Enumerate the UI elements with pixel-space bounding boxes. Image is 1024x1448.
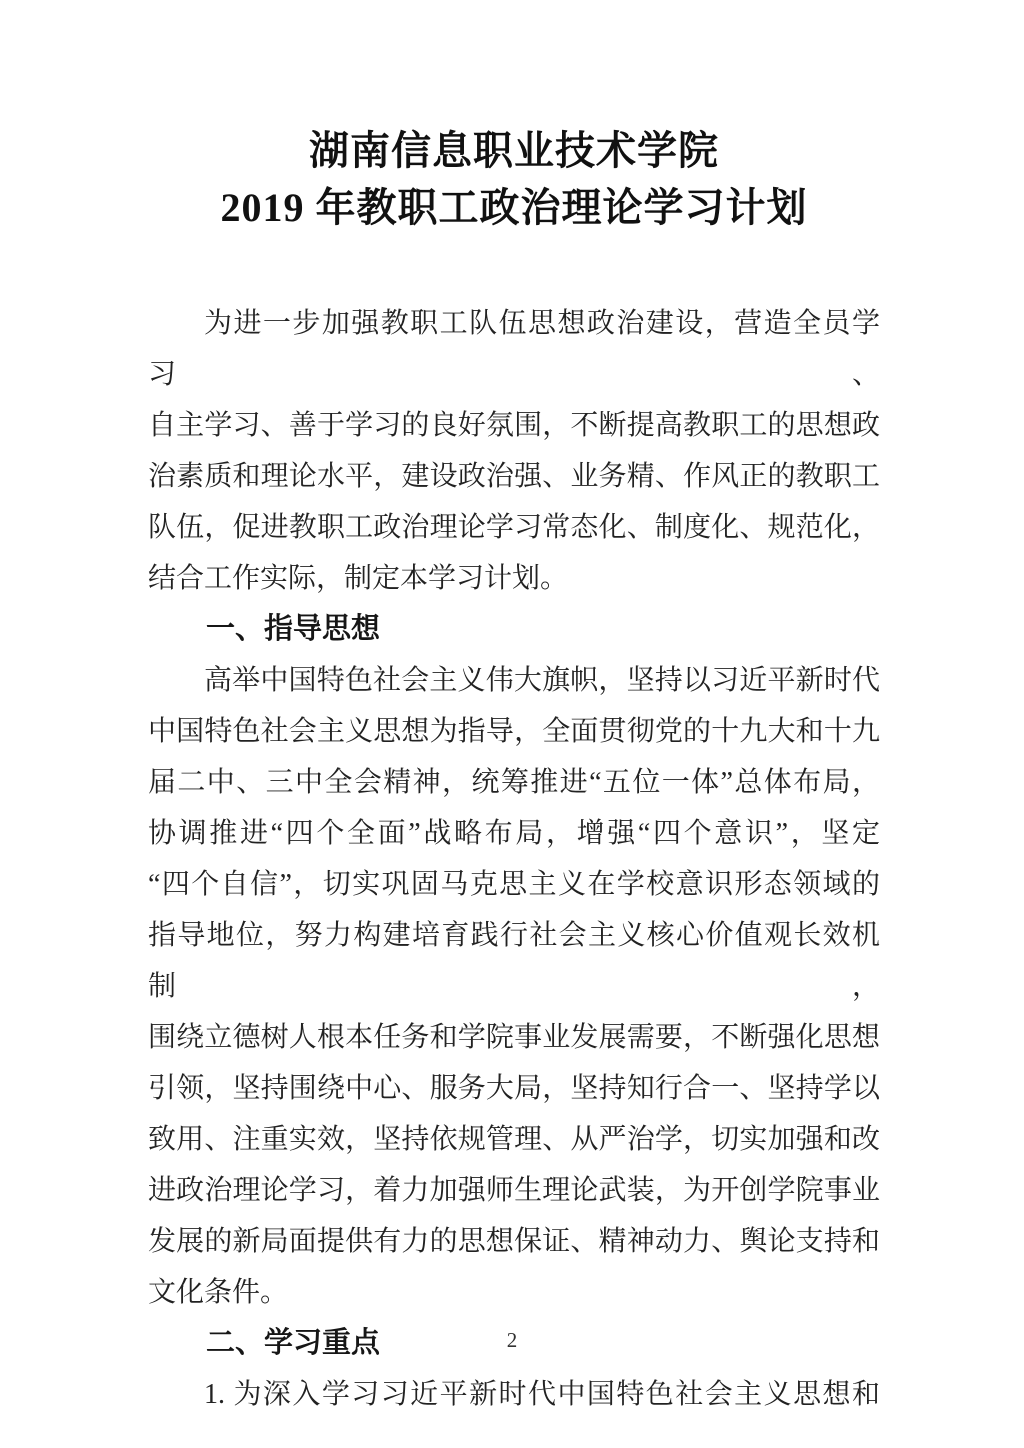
text-line: 协调推进“四个全面”战略布局，增强“四个意识”，坚定 <box>148 818 880 849</box>
text-line: “四个自信”，切实巩固马克思主义在学校意识形态领域的 <box>148 869 880 900</box>
section-heading-2: 二、学习重点 <box>206 1327 381 1359</box>
title-line-2: 2019 年教职工政治理论学习计划 <box>220 185 808 230</box>
text-line: 1. 为深入学习习近平新时代中国特色社会主义思想和 <box>204 1379 880 1410</box>
text-line: 进政治理论学习，着力加强师生理论武装，为开创学院事业 <box>148 1175 880 1206</box>
text-line: 发展的新局面提供有力的思想保证、精神动力、舆论支持和 <box>148 1226 880 1257</box>
text-line: 致用、注重实效，坚持依规管理、从严治学，切实加强和改 <box>148 1124 880 1155</box>
text-line: 文化条件。 <box>148 1277 289 1308</box>
page-number: 2 <box>506 1328 518 1352</box>
text-line: 届二中、三中全会精神，统筹推进“五位一体”总体布局， <box>148 767 880 798</box>
document-title <box>148 122 880 236</box>
section-heading-1: 一、指导思想 <box>206 613 381 645</box>
document-body <box>148 298 880 1420</box>
text-line: 结合工作实际，制定本学习计划。 <box>148 563 569 594</box>
text-line: 为进一步加强教职工队伍思想政治建设，营造全员学习、 <box>148 308 880 390</box>
text-line: 高举中国特色社会主义伟大旗帜，坚持以习近平新时代 <box>204 665 880 696</box>
text-line: 指导地位，努力构建培育践行社会主义核心价值观长效机制， <box>148 920 880 1002</box>
text-line: 围绕立德树人根本任务和学院事业发展需要，不断强化思想 <box>148 1022 880 1053</box>
title-line-1: 湖南信息职业技术学院 <box>309 128 719 173</box>
text-line: 队伍，促进教职工政治理论学习常态化、制度化、规范化， <box>148 512 880 543</box>
text-line: 中国特色社会主义思想为指导，全面贯彻党的十九大和十九 <box>148 716 880 747</box>
text-line: 治素质和理论水平，建设政治强、业务精、作风正的教职工 <box>148 461 880 492</box>
text-line: 自主学习、善于学习的良好氛围，不断提高教职工的思想政 <box>148 410 880 441</box>
text-line: 引领，坚持围绕中心、服务大局，坚持知行合一、坚持学以 <box>148 1073 880 1104</box>
